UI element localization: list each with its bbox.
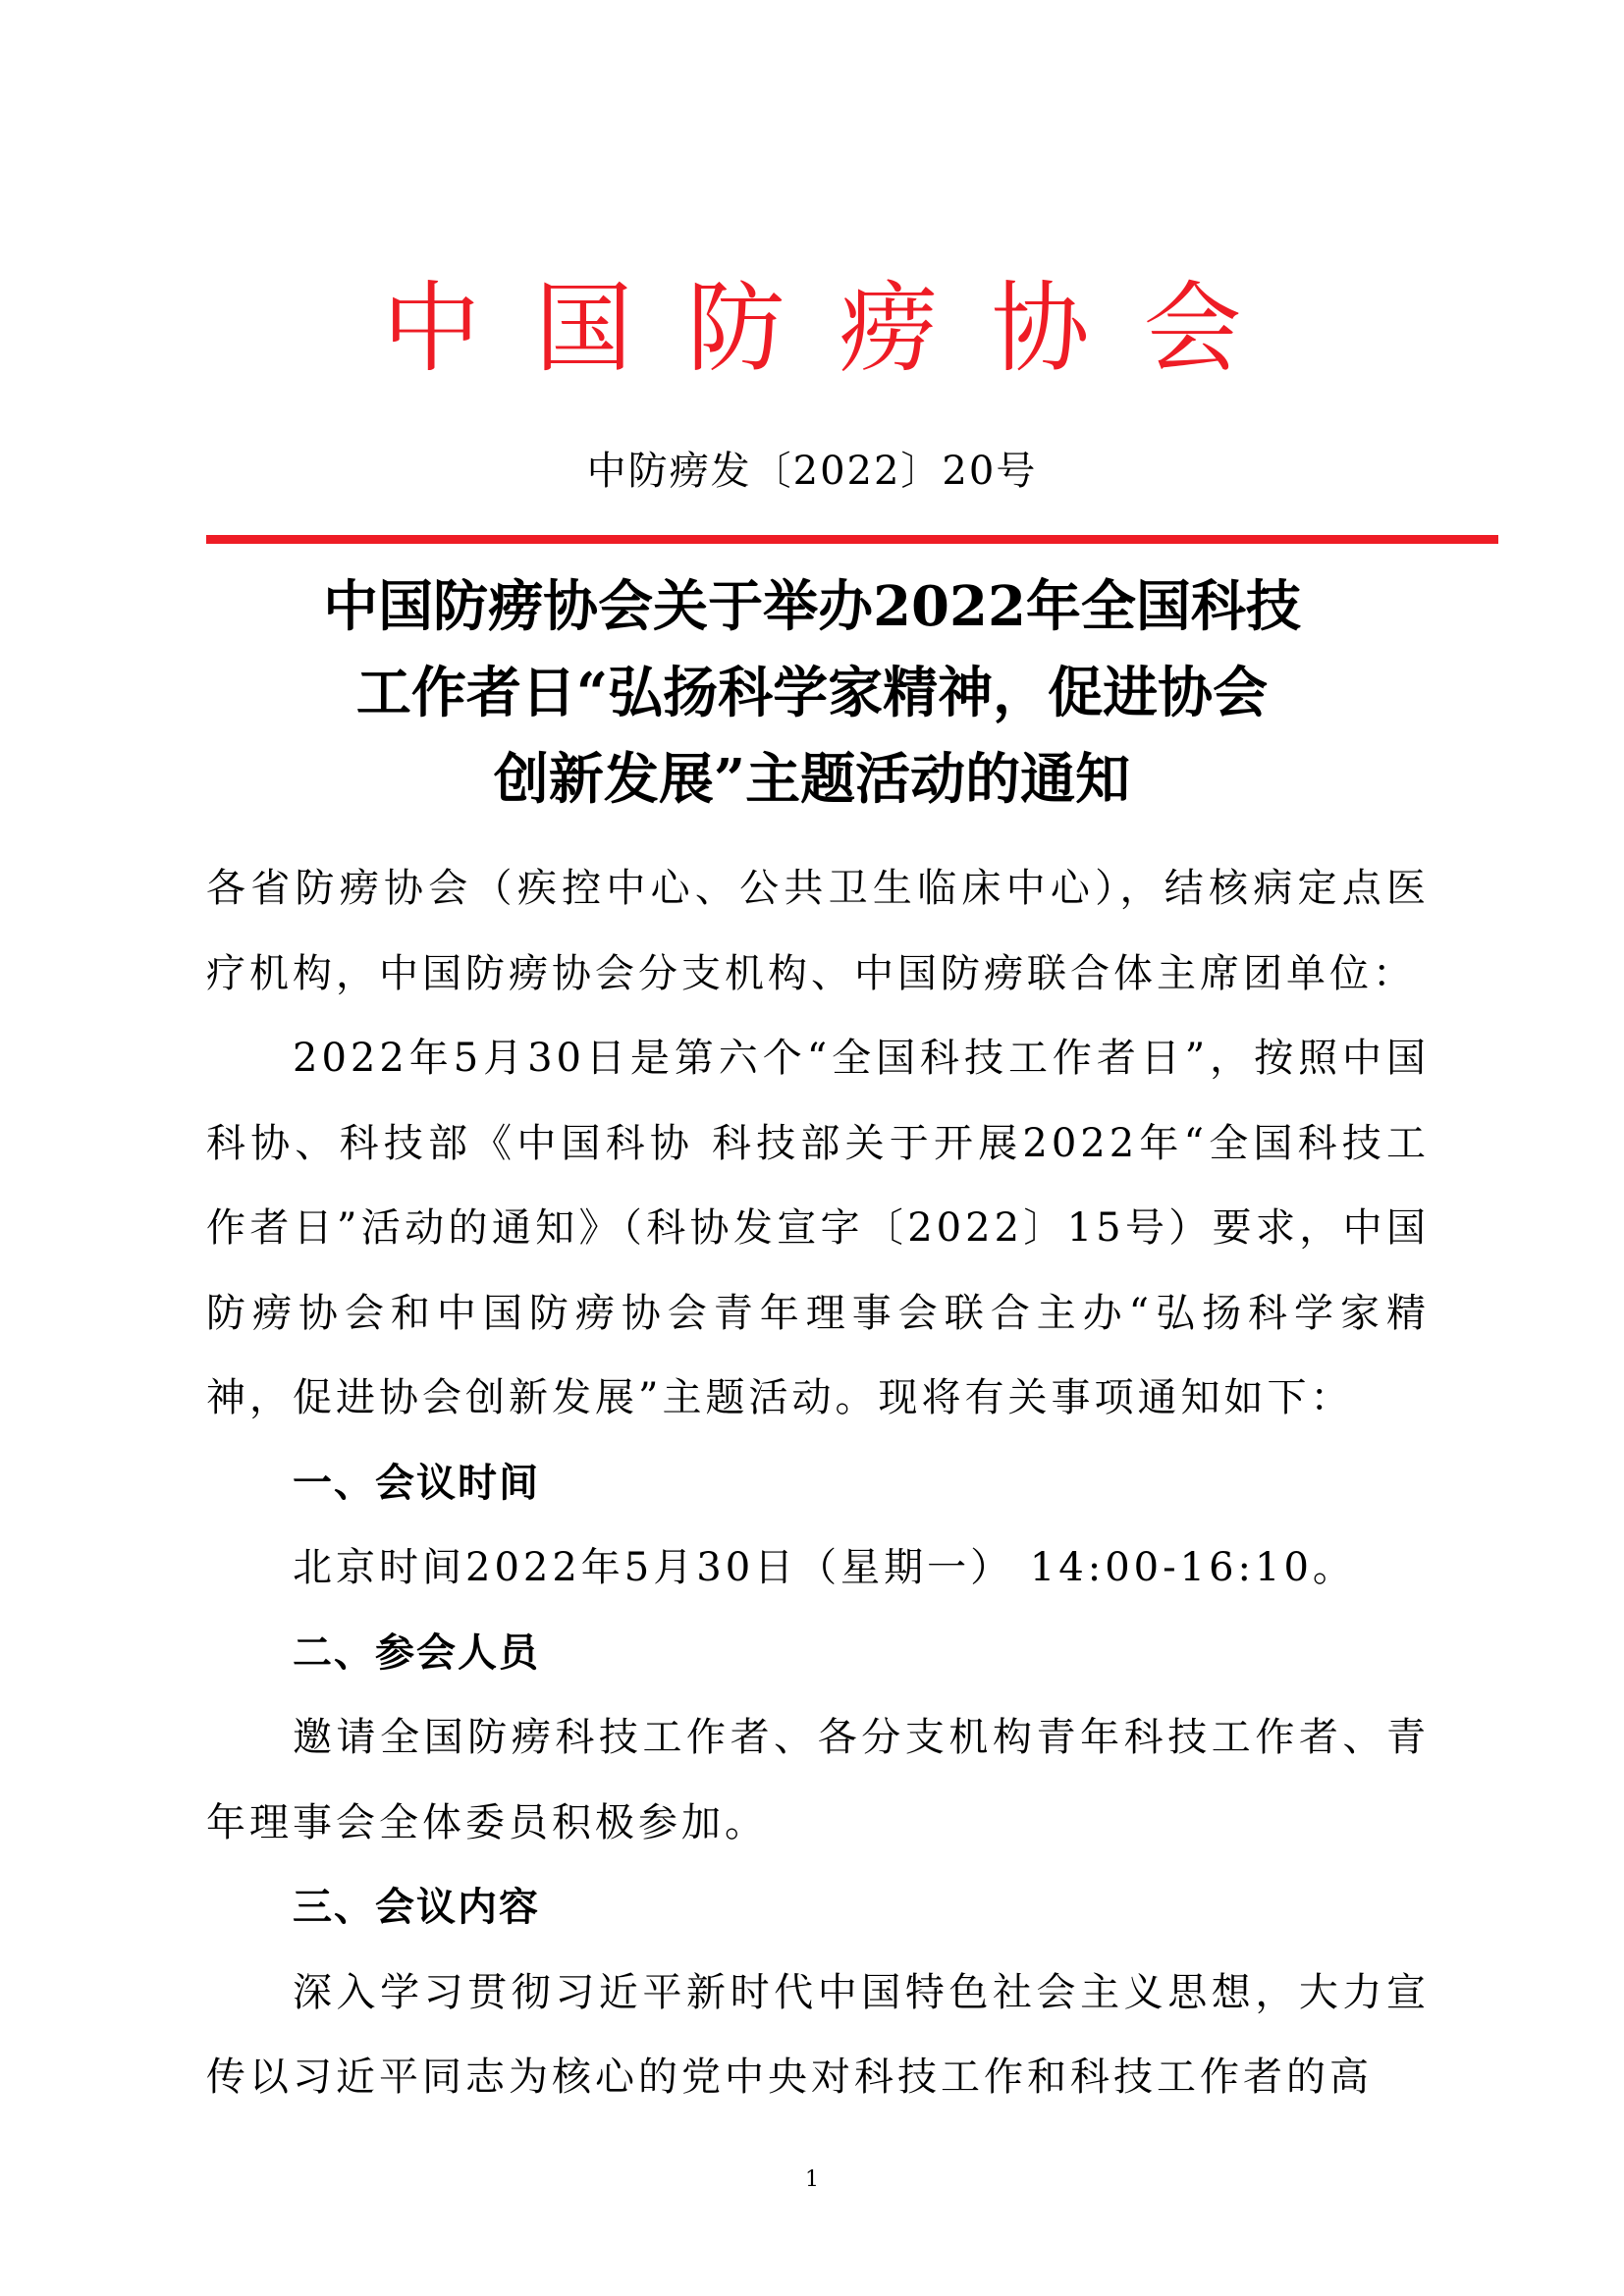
document-title-line-3: 创新发展”主题活动的通知 [493,747,1131,812]
section-text-attendees: 邀请全国防痨科技工作者、各分支机构青年科技工作者、青年理事会全体委员积极参加。 [206,1715,1430,1845]
section-text-content: 深入学习贯彻习近平新时代中国特色社会主义思想，大力宣传以习近平同志为核心的党中央对科技工作和科技工作者的高 [206,1969,1430,2100]
intro-paragraph: 2022年5月30日是第六个“全国科技工作者日”，按照中国科协、科技部《中国科协 科技部关于开展2022年“全国科技工作者日”活动的通知》（科协发宣字〔2022〕15号）要求，中国防痨协会和中国防痨协会青年理事会联合主办“弘扬科学家精神，促进协会创新发展”主题活动。现将有关事项通知如下： [206,1036,1430,1420]
document-title-line-1: 中国防痨协会关于举办2022年全国科技 [323,574,1301,639]
document-title-line-2: 工作者日“弘扬科学家精神，促进协会 [355,661,1269,725]
document-title [187,563,1437,823]
document-body [206,846,1430,2120]
section-text-time: 北京时间2022年5月30日（星期一） 14:00-16:10。 [293,1545,1356,1590]
red-separator-rule [206,535,1498,544]
organization-letterhead: 中国防痨协会 [382,271,1296,386]
section-heading-attendees: 二、参会人员 [293,1629,540,1676]
page-number: 1 [805,2167,819,2192]
section-heading-time: 一、会议时间 [293,1460,540,1506]
document-number: 中防痨发〔2022〕20号 [586,449,1038,494]
section-heading-content: 三、会议内容 [293,1885,540,1930]
salutation: 各省防痨协会（疾控中心、公共卫生临床中心），结核病定点医疗机构，中国防痨协会分支机构、中国防痨联合体主席团单位： [206,866,1430,996]
